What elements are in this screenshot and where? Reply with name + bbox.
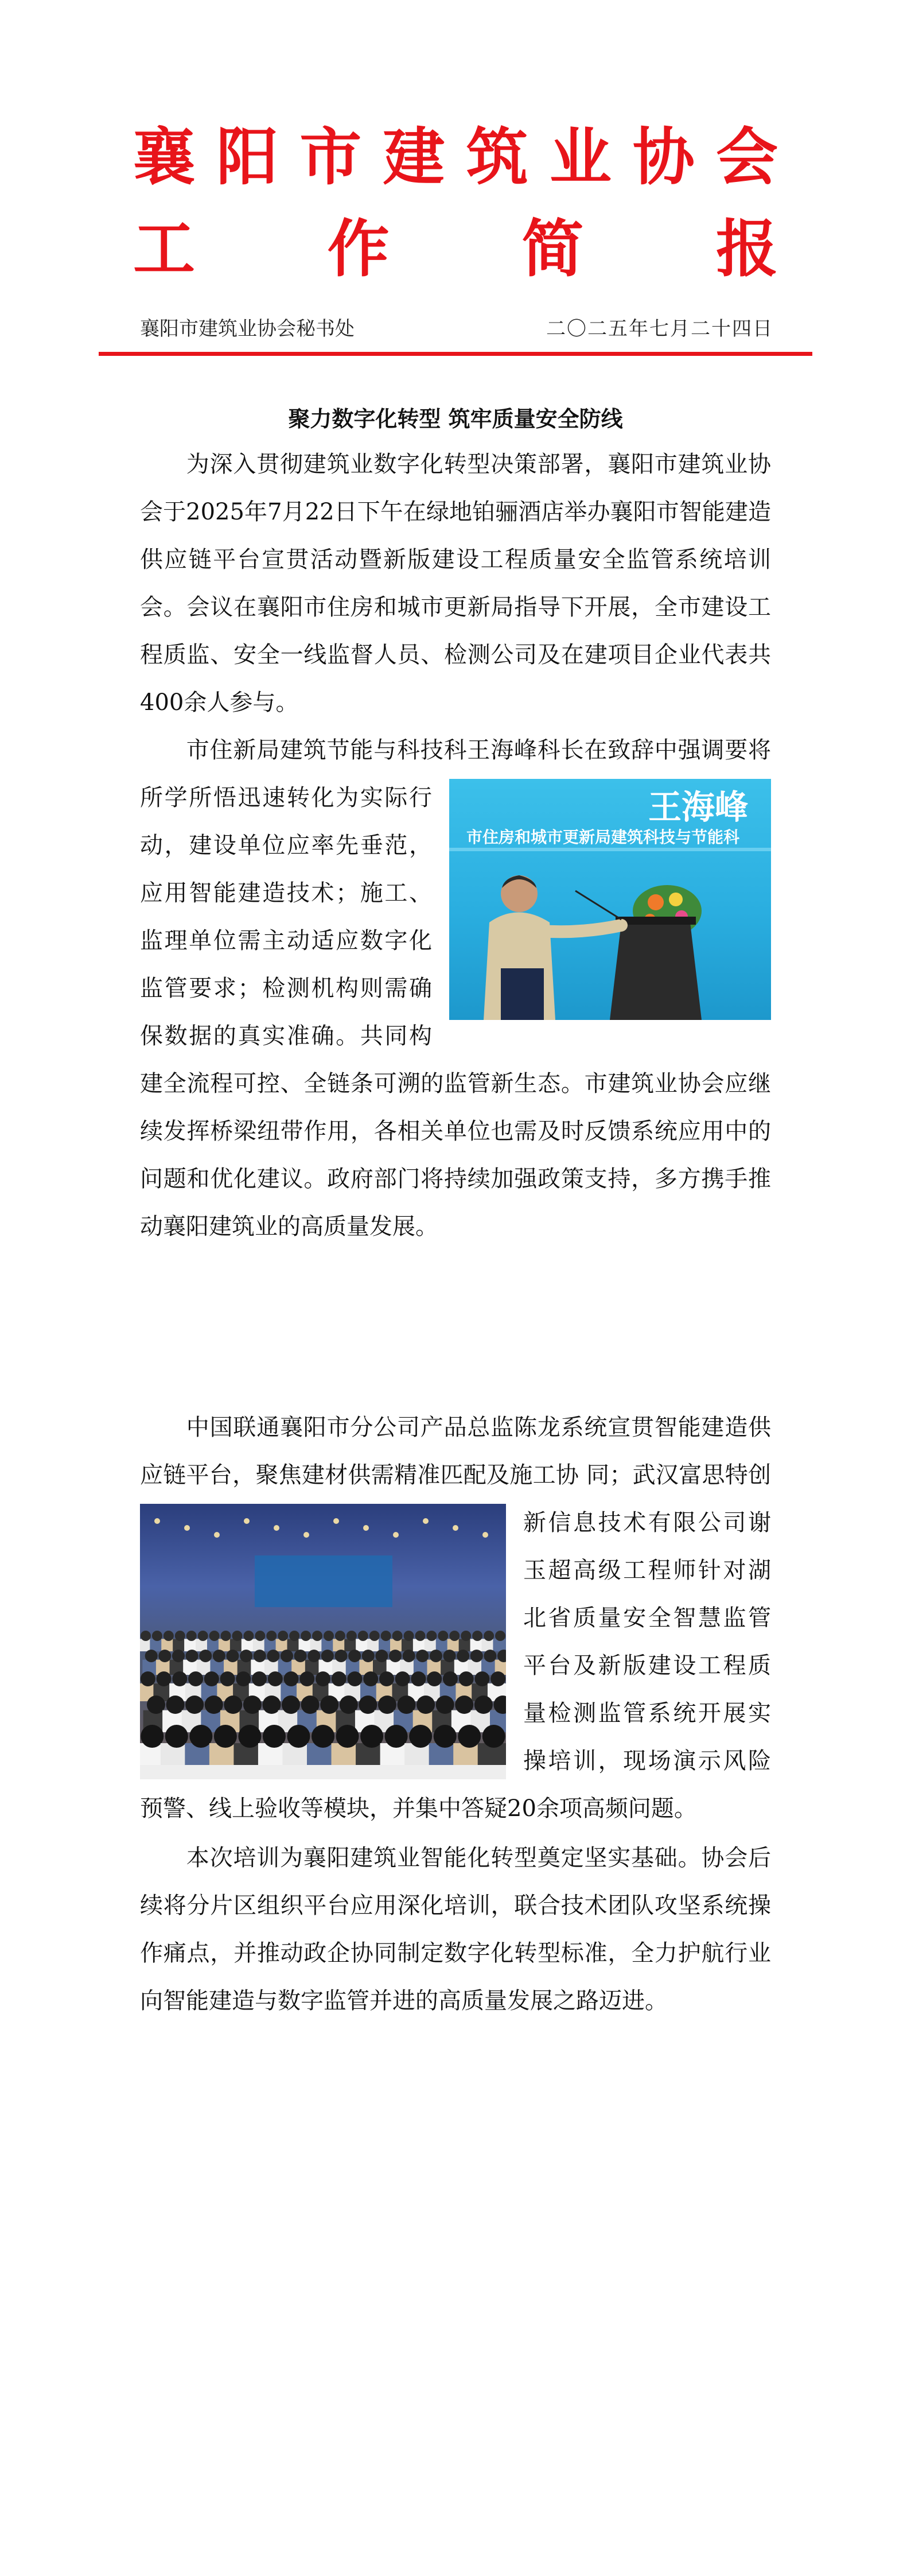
masthead-title-line-2 — [133, 207, 778, 293]
article-paragraph — [140, 441, 771, 727]
audience-photo — [140, 1504, 506, 1779]
masthead-char: 业 — [549, 122, 612, 193]
paragraph-lead: 市住新局建筑节能与科技科王海峰科长在致辞中强调要将 — [186, 737, 771, 763]
masthead-char: 简 — [521, 214, 584, 285]
masthead-char: 市 — [299, 122, 362, 193]
speaker-photo-frame — [449, 779, 771, 1020]
banner-subtitle: 市住房和城市更新局建筑科技与节能科 — [466, 828, 740, 847]
issuer-label: 襄阳市建筑业协会秘书处 — [140, 317, 355, 340]
masthead-char: 会 — [715, 122, 778, 193]
paragraph-lead: 中国联通襄阳市分公司产品总监陈龙系统宣贯智能建造供应链平台，聚焦建材供需精准匹配及施工协 — [140, 1414, 771, 1488]
speaker-photo — [449, 779, 771, 1020]
masthead-char: 筑 — [466, 122, 528, 193]
paragraph-text: 为深入贯彻建筑业数字化转型决策部署，襄阳市建筑业协会于2025年7月22日下午在绿地铂骊酒店举办襄阳市智能建造供应链平台宣贯活动暨新版建设工程质量安全监管系统培训会。会议在襄阳市住房和城市更新局指导下开展，全市建设工程质监、安全一线监督人员、检测公司及在建项目企业代表共400余人参与。 — [140, 451, 771, 716]
audience-photo-frame — [140, 1504, 506, 1779]
masthead-char: 襄 — [133, 122, 196, 193]
masthead-char: 协 — [632, 122, 695, 193]
masthead-char: 阳 — [216, 122, 279, 193]
article-paragraph — [140, 1404, 771, 1833]
article-paragraph — [140, 727, 771, 1251]
paragraph-rest: 同；武汉富思特创新信息技术有限公司谢玉超高级工程师针对湖北省质量安全智慧监管平台及新版建设工程质量检测监管系统开展实操培训，现场演示风险预警、线上验收等模块，并集中答疑20余项高频问题。 — [140, 1462, 772, 1822]
article-headline: 聚力数字化转型 筑牢质量安全防线 — [288, 406, 623, 432]
header-divider — [99, 352, 812, 356]
masthead-char: 报 — [715, 214, 778, 285]
masthead-char: 建 — [383, 122, 445, 193]
masthead-char: 作 — [327, 214, 390, 285]
masthead-char: 工 — [133, 214, 196, 285]
article-paragraph — [140, 1834, 771, 2025]
issue-date: 二〇二五年七月二十四日 — [546, 317, 773, 340]
audience-illustration — [140, 1504, 506, 1779]
paragraph-text: 本次培训为襄阳建筑业智能化转型奠定坚实基础。协会后续将分片区组织平台应用深化培训，联合技术团队攻坚系统操作痛点，并推动政企协同制定数字化转型标准，全力护航行业向智能建造与数字监管并进的高质量发展之路迈进。 — [140, 1845, 771, 2014]
masthead-title-line-1 — [133, 115, 778, 201]
paragraph-rest: 所学所悟迅速转化为实际行动，建设单位应率先垂范，应用智能建造技术；施工、监理单位需主动适应数字化监管要求；检测机构则需确保数据的真实准确。共同构建全流程可控、全链条可溯的监管新生态。市建筑业协会应继续发挥桥梁纽带作用，各相关单位也需及时反馈系统应用中的问题和优化建议。政府部门将持续加强政策支持，多方携手推动襄阳建筑业的高质量发展。 — [140, 785, 771, 1240]
banner-speaker-name: 王海峰 — [648, 787, 748, 827]
